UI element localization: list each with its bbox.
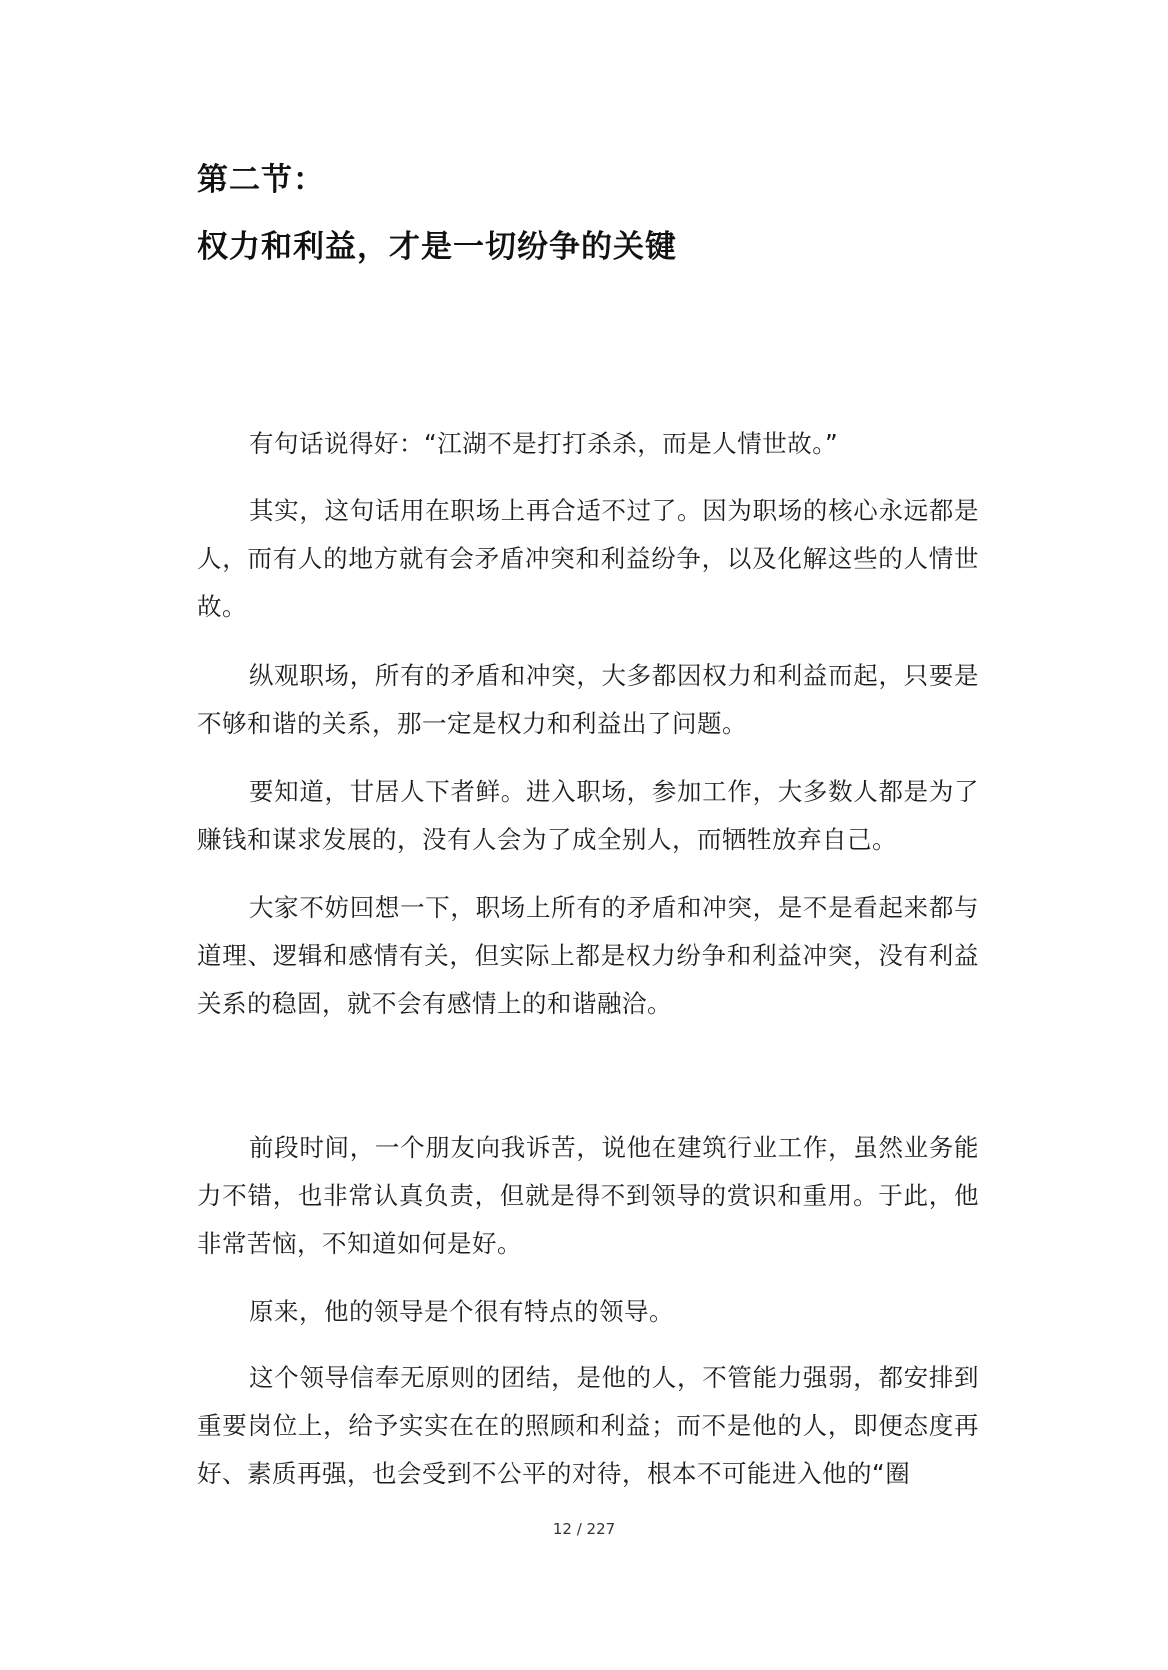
body-paragraph: 前段时间，一个朋友向我诉苦，说他在建筑行业工作，虽然业务能力不错，也非常认真负责，但就是得不到领导的赏识和重用。于此，他非常苦恼，不知道如何是好。 [197, 1133, 979, 1258]
page-total: 227 [586, 1520, 616, 1538]
body-paragraph: 其实，这句话用在职场上再合适不过了。因为职场的核心永远都是人，而有人的地方就有会矛盾冲突和利益纷争，以及化解这些的人情世故。 [197, 496, 979, 621]
body-paragraph: 这个领导信奉无原则的团结，是他的人，不管能力强弱，都安排到重要岗位上，给予实实在在的照顾和利益；而不是他的人，即便态度再好、素质再强，也会受到不公平的对待，根本不可能进入他的“圈 [197, 1363, 979, 1488]
section-title-heading: 权力和利益，才是一切纷争的关键 [197, 229, 677, 265]
body-paragraph: 原来，他的领导是个很有特点的领导。 [249, 1297, 674, 1326]
section-number-heading: 第二节： [197, 162, 325, 198]
body-paragraph: 有句话说得好：“江湖不是打打杀杀，而是人情世故。” [249, 429, 839, 458]
body-paragraph: 大家不妨回想一下，职场上所有的矛盾和冲突，是不是看起来都与道理、逻辑和感情有关，但实际上都是权力纷争和利益冲突，没有利益关系的稳固，就不会有感情上的和谐融洽。 [197, 893, 979, 1018]
page-number [0, 1520, 1168, 1538]
page-current: 12 [552, 1520, 572, 1538]
body-paragraph: 要知道，甘居人下者鲜。进入职场，参加工作，大多数人都是为了赚钱和谋求发展的，没有人会为了成全别人，而牺牲放弃自己。 [197, 777, 979, 854]
body-paragraph: 纵观职场，所有的矛盾和冲突，大多都因权力和利益而起，只要是不够和谐的关系，那一定是权力和利益出了问题。 [197, 661, 979, 738]
page-separator: / [576, 1520, 582, 1538]
